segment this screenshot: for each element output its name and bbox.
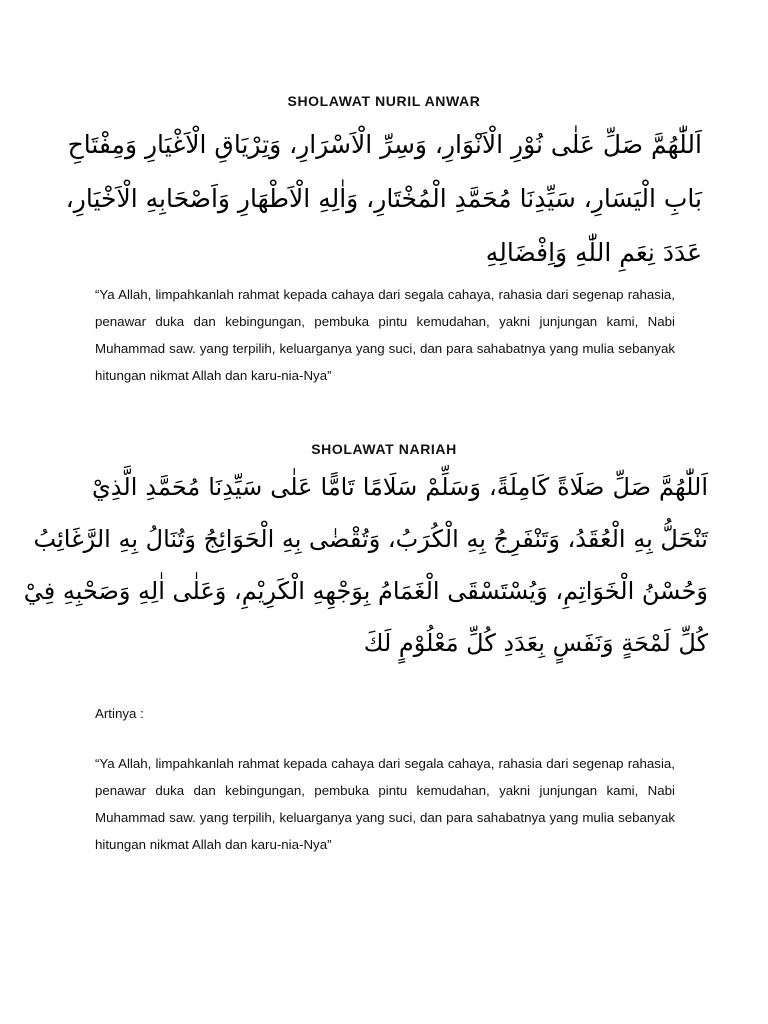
arabic-text-nariah [23,461,708,669]
arabic-line: اَللّٰهُمَّ صَلِّ صَلَاةً كَامِلَةً، وَسَلِّمْ سَلَامًا تَامًّا عَلٰى سَيِّدِنَا مُحَمَّدِ الَّذِيْ [92,473,708,501]
section-title-nariah: SHOLAWAT NARIAH [311,441,457,457]
translation-paragraph: “Ya Allah, limpahkanlah rahmat kepada cahaya dari segala cahaya, rahasia dari segenap rahasia, penawar duka dan kebingungan, pembuka pintu kemudahan, yakni junjungan kami, Nabi Muhammad saw. yang terpilih, keluarganya yang suci, dan para sahabatnya yang mulia sebanyak hitungan nikmat Allah dan karu-nia-Nya” [95,287,675,383]
section-title-nuril-anwar: SHOLAWAT NURIL ANWAR [287,93,481,109]
arabic-text-nuril-anwar [65,118,702,280]
translation-paragraph: “Ya Allah, limpahkanlah rahmat kepada cahaya dari segala cahaya, rahasia dari segenap rahasia, penawar duka dan kebingungan, pembuka pintu kemudahan, yakni junjungan kami, Nabi Muhammad saw. yang terpilih, keluarganya yang suci, dan para sahabatnya yang mulia sebanyak hitungan nikmat Allah dan karu-nia-Nya” [95,756,675,852]
artinya-label: Artinya : [95,706,144,721]
arabic-line: تَنْحَلُّ بِهِ الْعُقَدُ، وَتَنْفَرِجُ بِهِ الْكُرَبُ، وَتُقْضٰى بِهِ الْحَوَائِجُ وَتُنَالُ بِهِ الرَّغَائِبُ [33,525,708,553]
arabic-line: عَدَدَ نِعَمِ اللّٰهِ وَاِفْضَالِهِ [485,238,702,267]
arabic-line: كُلِّ لَمْحَةٍ وَنَفَسٍ بِعَدَدِ كُلِّ مَعْلُوْمٍ لَكَ [363,629,708,657]
arabic-line: اَللّٰهُمَّ صَلِّ عَلٰى نُوْرِ الْاَنْوَارِ، وَسِرِّ الْاَسْرَارِ، وَتِرْيَاقِ الْاَغْيَارِ وَمِفْتَاحِ [67,130,702,159]
arabic-line: بَابِ الْيَسَارِ، سَيِّدِنَا مُحَمَّدِ الْمُخْتَارِ، وَاٰلِهِ الْاَطْهَارِ وَاَصْحَابِهِ الْاَخْيَارِ، [65,184,702,213]
arabic-line: وَحُسْنُ الْخَوَاتِمِ، وَيُسْتَسْقَى الْغَمَامُ بِوَجْهِهِ الْكَرِيْمِ، وَعَلٰى اٰلِهِ وَصَحْبِهِ فِيْ [23,577,708,605]
